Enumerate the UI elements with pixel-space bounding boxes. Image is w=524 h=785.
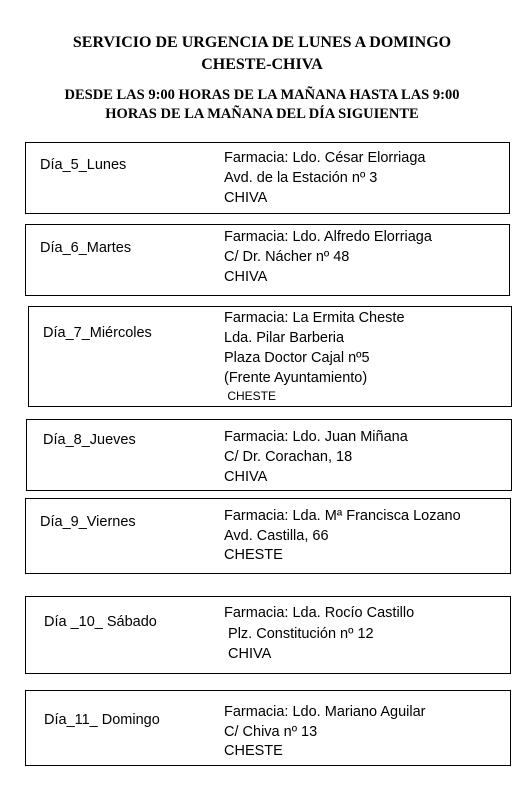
pharmacy-town: CHESTE (224, 743, 283, 759)
pharmacy-duty-box-wednesday (28, 306, 512, 407)
pharmacy-town: CHIVA (224, 469, 268, 485)
pharmacy-duty-box-sunday (25, 690, 511, 766)
pharmacy-name: Farmacia: Lda. Rocío Castillo (224, 605, 415, 621)
pharmacy-duty-box-monday (25, 142, 510, 214)
pharmacy-name: Farmacia: La Ermita Cheste (224, 310, 405, 326)
day-label: Día_11_ Domingo (44, 712, 160, 728)
day-label: Día_5_Lunes (40, 157, 127, 173)
day-label: Día_6_Martes (40, 240, 132, 256)
pharmacy-address: Avd. Castilla, 66 (224, 528, 329, 544)
pharmacy-address-note: (Frente Ayuntamiento) (224, 370, 368, 386)
page-title-location: CHESTE-CHIVA (201, 56, 323, 73)
pharmacy-address: Plaza Doctor Cajal nº5 (224, 350, 370, 366)
day-label: Día_8_Jueves (43, 432, 136, 448)
pharmacy-duty-box-saturday (25, 596, 511, 674)
pharmacy-name: Farmacia: Lda. Mª Francisca Lozano (224, 508, 461, 524)
pharmacy-town: CHIVA (224, 190, 268, 206)
pharmacy-name: Farmacia: Ldo. Alfredo Elorriaga (224, 229, 432, 245)
pharmacy-address: C/ Dr. Corachan, 18 (224, 449, 353, 465)
pharmacy-duty-box-friday (25, 498, 511, 574)
pharmacy-address: C/ Dr. Nácher nº 48 (224, 249, 350, 265)
page-title: SERVICIO DE URGENCIA DE LUNES A DOMINGO (72, 34, 452, 51)
schedule-hours-line1: DESDE LAS 9:00 HORAS DE LA MAÑANA HASTA LAS 9:00 (64, 87, 460, 103)
pharmacist-name: Lda. Pilar Barberia (224, 330, 345, 346)
pharmacy-duty-box-tuesday (25, 224, 510, 296)
pharmacy-address: Avd. de la Estación nº 3 (224, 170, 378, 186)
pharmacy-name: Farmacia: Ldo. Mariano Aguilar (224, 704, 426, 720)
day-label: Día_9_Viernes (40, 514, 136, 530)
day-label: Día _10_ Sábado (44, 614, 157, 630)
pharmacy-name: Farmacia: Ldo. Juan Miñana (224, 429, 408, 445)
day-label: Día_7_Miércoles (43, 325, 152, 341)
pharmacy-address: C/ Chiva nº 13 (224, 724, 318, 740)
pharmacy-address: Plz. Constitución nº 12 (224, 626, 374, 642)
pharmacy-town: CHIVA (224, 646, 272, 662)
pharmacy-duty-box-thursday (26, 419, 512, 491)
schedule-hours-line2: HORAS DE LA MAÑANA DEL DÍA SIGUIENTE (105, 106, 419, 122)
pharmacy-town: CHIVA (224, 269, 268, 285)
pharmacy-town: CHESTE (224, 547, 283, 563)
pharmacy-name: Farmacia: Ldo. César Elorriaga (224, 150, 426, 166)
pharmacy-town: CHESTE (224, 389, 277, 403)
